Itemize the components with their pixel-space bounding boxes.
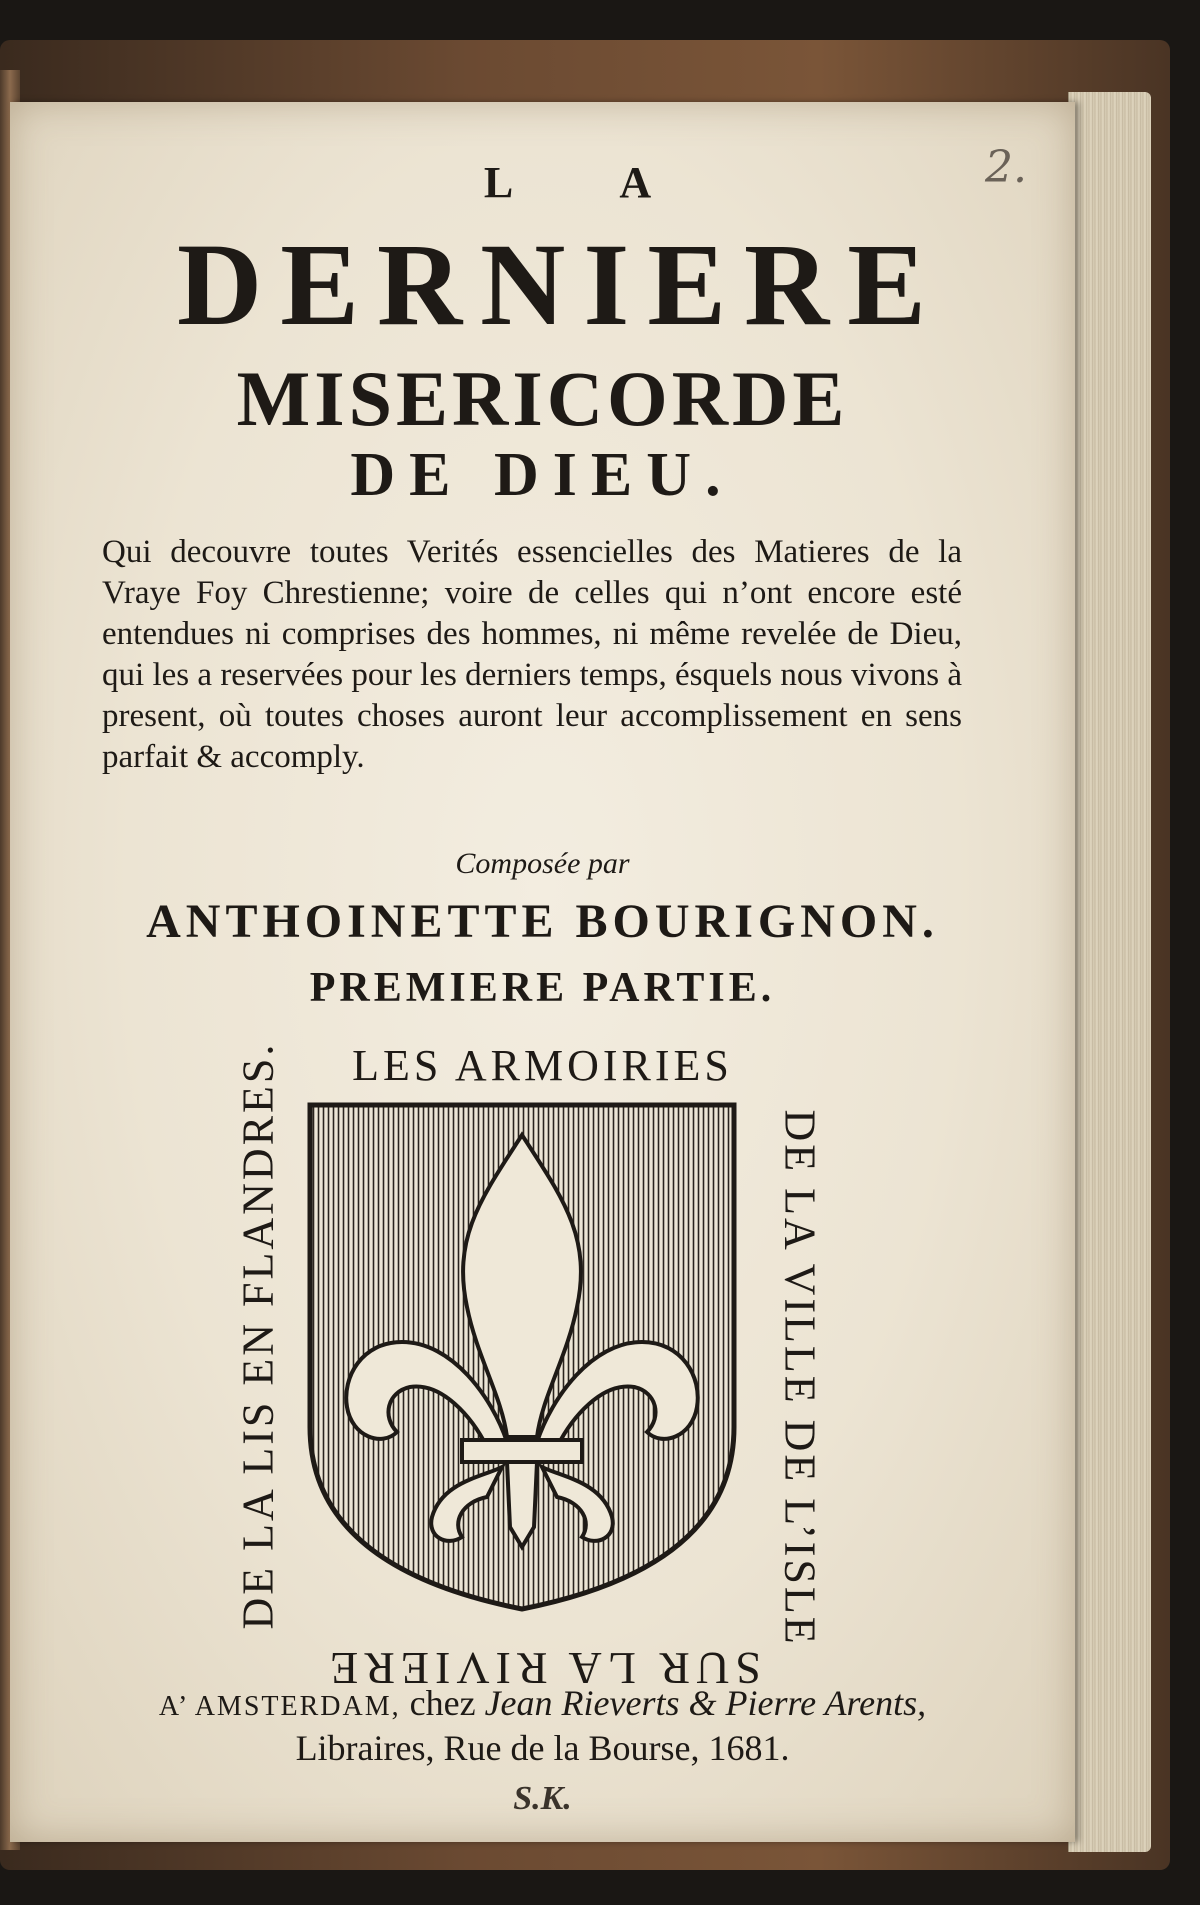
arms-caption-top: LES ARMOIRIES <box>352 1041 733 1090</box>
page-edges <box>1068 92 1151 1852</box>
title-line-4: DE DIEU. <box>350 441 735 509</box>
author-name: ANTHOINETTE BOURIGNON. <box>146 895 939 948</box>
byline-composee: Composée par <box>455 847 630 880</box>
arms-caption-left: DE LA LIS EN FLANDRES. <box>233 1041 283 1630</box>
title-line-1: L A <box>483 158 702 207</box>
fleur-de-lis-icon <box>302 1097 742 1617</box>
subtitle-text: Qui decouvre toutes Verités essencielles des Matieres de la Vraye Foy Chrestienne; voire de celles qui n’ont encore esté entendues ni comprises des hommes, ni même revelée de Dieu, qui les a reservées pour les derniers temps, ésquels nous vivons à present, où toutes choses auront leur accomplissement en sens parfait & accomply. <box>102 534 962 775</box>
title-page <box>10 102 1075 1842</box>
part-label: PREMIERE PARTIE. <box>309 965 776 1011</box>
imprint-chez: chez <box>409 1683 476 1723</box>
title-line-3: MISERICORDE <box>236 355 849 442</box>
imprint-place: A’ AMSTERDAM, <box>158 1691 401 1722</box>
shelfmark-note: S.K. <box>513 1780 572 1817</box>
arms-caption-bottom: SUR LA RIVIERE <box>324 1643 761 1694</box>
imprint-line-2: Libraires, Rue de la Bourse, 1681. <box>295 1728 790 1768</box>
title-line-2: DERNIERE <box>177 219 944 350</box>
imprint-printers: Jean Rieverts & Pierre Arents, <box>484 1683 927 1723</box>
folio-number: 2. <box>985 142 1027 193</box>
coat-of-arms-shield <box>302 1097 742 1617</box>
imprint-line-1 <box>10 1682 1075 1724</box>
arms-caption-right: DE LA VILLE DE L’ISLE <box>775 1109 825 1647</box>
